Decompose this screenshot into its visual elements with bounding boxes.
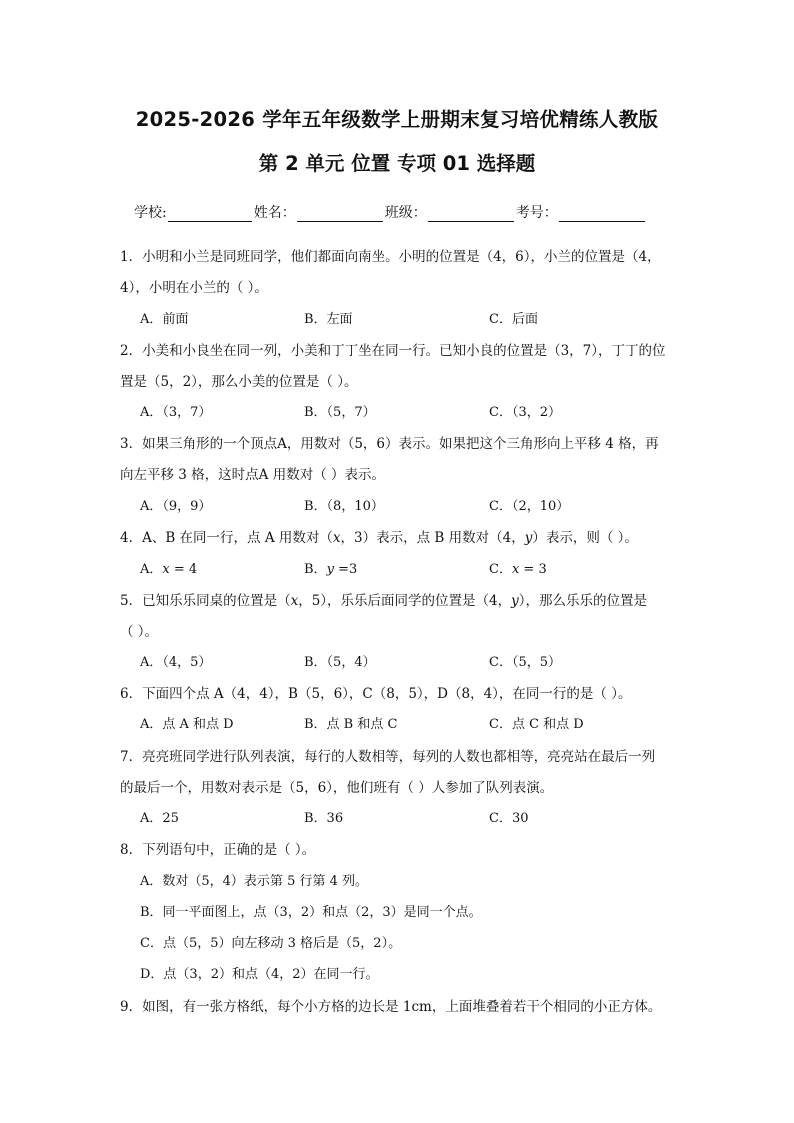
option-b-value: =3 xyxy=(333,562,358,577)
class-label: 班级： xyxy=(384,205,427,221)
question-4-text-part-1: 4．A、B 在同一行，点 A 用数对（ xyxy=(120,530,333,546)
question-2-option-b: B．（5，7） xyxy=(304,405,376,420)
question-4-option-c xyxy=(489,560,547,580)
question-2-option-a: A．（3，7） xyxy=(140,405,212,420)
question-1-option-b: B．左面 xyxy=(304,312,353,327)
question-4-text-part-2: ，3）表示，点 B 用数对（4， xyxy=(340,530,525,546)
question-5-line-2: （ ）。 xyxy=(120,624,159,640)
question-7-option-b: B．36 xyxy=(304,811,344,826)
question-7-option-a: A．25 xyxy=(140,811,179,826)
question-3-option-b: B．（8，10） xyxy=(304,499,384,514)
worksheet-subtitle: 第 2 单元 位置 专项 01 选择题 xyxy=(258,152,536,175)
question-8-option-b: B．同一平面图上，点（3，2）和点（2，3）是同一个点。 xyxy=(140,905,482,920)
question-6-option-b: B．点 B 和点 C xyxy=(304,717,398,732)
option-c-prefix: C． xyxy=(489,562,512,577)
question-8-option-c: C．点（5，5）向左移动 3 格后是（5，2）。 xyxy=(140,936,402,951)
question-3-line-2: 向左平移 3 格，这时点A 用数对（ ）表示。 xyxy=(120,467,386,483)
question-5-text-part-3: ），那么乐乐的位置是 xyxy=(518,593,648,609)
question-6-option-a: A．点 A 和点 D xyxy=(140,717,234,732)
question-4-line-1 xyxy=(120,528,638,548)
question-5-line-1 xyxy=(120,591,647,611)
question-5-option-b: B．（5，4） xyxy=(304,655,376,670)
option-c-variable: x xyxy=(511,562,520,577)
question-4-variable-x: x xyxy=(332,530,341,546)
question-8-option-d: D．点（3，2）和点（4，2）在同一行。 xyxy=(140,967,379,982)
school-blank xyxy=(168,206,252,222)
exam-number-label: 考号： xyxy=(515,205,558,221)
question-9-line-1: 9．如图，有一张方格纸，每个小方格的边长是 1cm，上面堆叠着若干个相同的小正方体。 xyxy=(120,999,662,1015)
question-2-line-1: 2．小美和小良坐在同一列，小美和丁丁坐在同一行。已知小良的位置是（3，7），丁丁的位 xyxy=(120,343,666,359)
question-5-text-part-1: 5．已知乐乐同桌的位置是（ xyxy=(120,593,291,609)
question-5-variable-x: x xyxy=(290,593,299,609)
school-label: 学校: xyxy=(134,205,167,221)
question-1-option-c: C．后面 xyxy=(489,312,538,327)
question-2-option-c: C．（3，2） xyxy=(489,405,561,420)
question-2-line-2: 置是（5，2），那么小美的位置是（ ）。 xyxy=(120,374,358,390)
question-1-option-a: A．前面 xyxy=(140,312,189,327)
question-5-variable-y: y xyxy=(511,593,519,609)
worksheet-title: 2025-2026 学年五年级数学上册期末复习培优精练人教版 xyxy=(135,108,659,131)
exam-number-blank xyxy=(559,206,645,222)
option-b-variable: y xyxy=(326,562,334,577)
option-a-variable: x xyxy=(162,562,170,577)
question-6-line-1: 6．下面四个点 A（4，4），B（5，6），C（8，5），D（8，4），在同一行的是（ ）。 xyxy=(120,686,632,702)
question-4-variable-y: y xyxy=(524,530,533,546)
question-3-option-a: A．（9，9） xyxy=(140,499,212,514)
question-7-line-1: 7．亮亮班同学进行队列表演，每行的人数相等，每列的人数也都相等，亮亮站在最后一列 xyxy=(120,749,656,765)
question-5-option-a: A．（4，5） xyxy=(140,655,212,670)
question-7-line-2: 的最后一个，用数对表示是（5，6），他们班有（ ）人参加了队列表演。 xyxy=(120,780,554,796)
option-c-value: = 3 xyxy=(519,562,547,577)
question-6-option-c: C．点 C 和点 D xyxy=(489,717,584,732)
question-3-line-1: 3．如果三角形的一个顶点A，用数对（5，6）表示。如果把这个三角形向上平移 4 格，再 xyxy=(120,436,659,452)
question-1-line-2: 4），小明在小兰的（ ）。 xyxy=(120,280,268,296)
question-3-option-c: C．（2，10） xyxy=(489,499,570,514)
option-a-value: = 4 xyxy=(169,562,198,577)
option-a-prefix: A． xyxy=(140,562,163,577)
question-8-line-1: 8．下列语句中，正确的是（ ）。 xyxy=(120,842,316,858)
question-4-option-b xyxy=(304,560,357,580)
student-info-row xyxy=(134,202,647,222)
question-4-option-a xyxy=(140,560,197,580)
question-4-text-part-3: ）表示，则（ ）。 xyxy=(532,530,638,546)
option-b-prefix: B． xyxy=(304,562,327,577)
name-blank xyxy=(297,206,383,222)
question-7-option-c: C．30 xyxy=(489,811,529,826)
name-label: 姓名： xyxy=(253,205,296,221)
question-5-text-part-2: ，5），乐乐后面同学的位置是（4， xyxy=(298,593,512,609)
question-5-option-c: C．（5，5） xyxy=(489,655,561,670)
class-blank xyxy=(428,206,514,222)
question-8-option-a: A．数对（5，4）表示第 5 行第 4 列。 xyxy=(140,874,369,889)
question-1-line-1: 1．小明和小兰是同班同学，他们都面向南坐。小明的位置是（4，6），小兰的位置是（4， xyxy=(120,249,661,265)
